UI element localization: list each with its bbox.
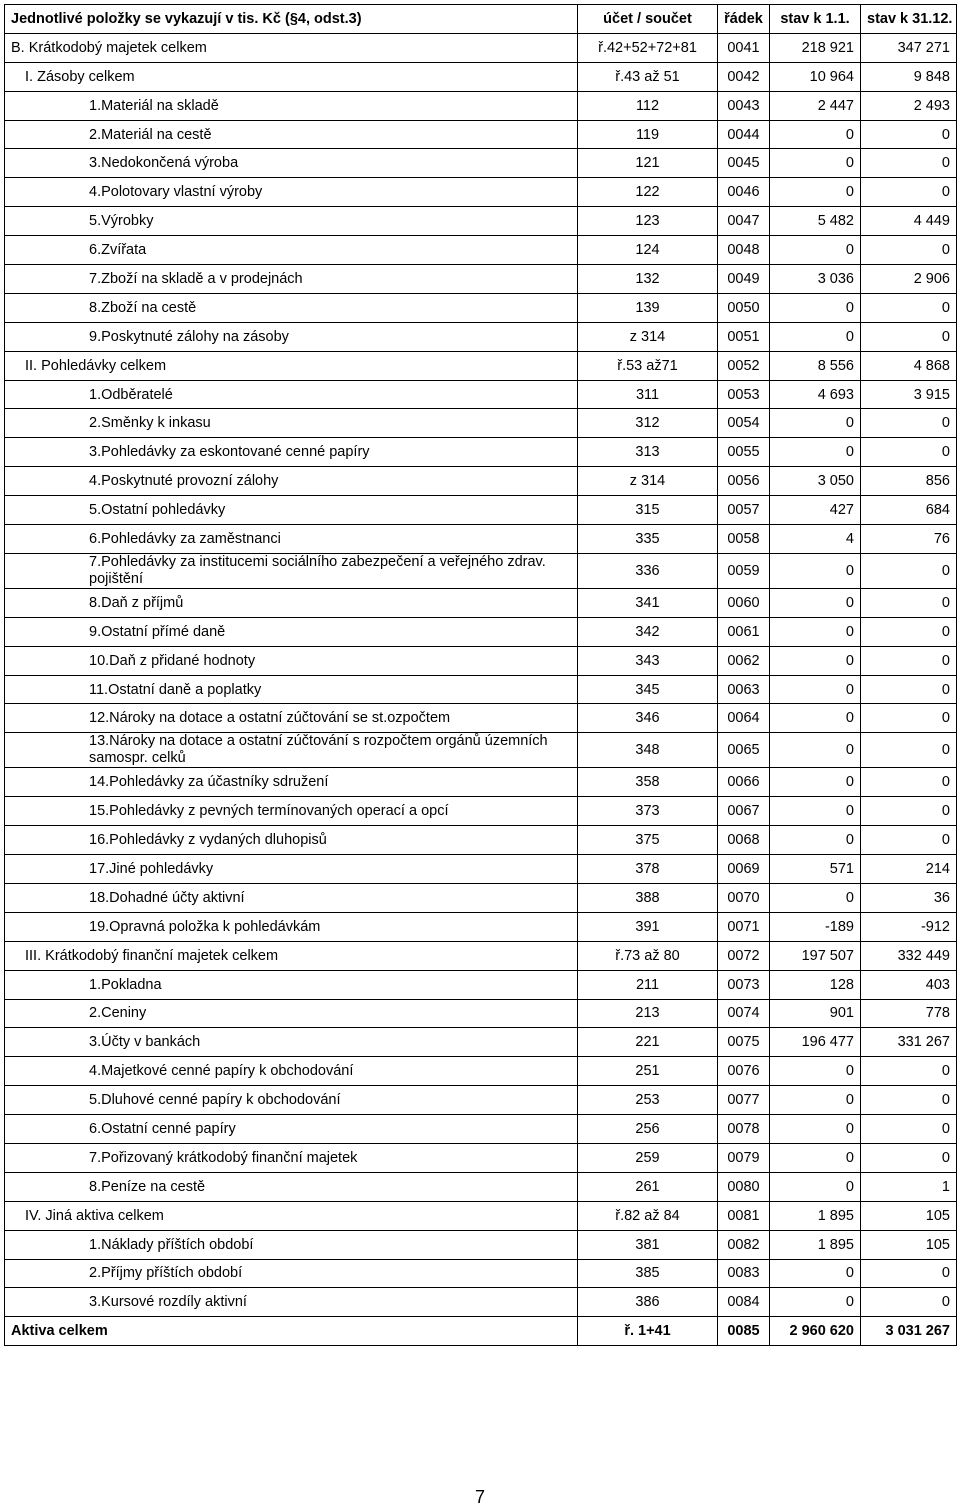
table-row [5, 1115, 957, 1144]
row-label: 6.Ostatní cenné papíry [5, 1115, 578, 1144]
row-account: 132 [578, 265, 718, 294]
row-account: 388 [578, 883, 718, 912]
row-account: 123 [578, 207, 718, 236]
row-number: 0053 [718, 380, 770, 409]
row-value-end: 9 848 [861, 62, 957, 91]
row-value-end: 332 449 [861, 941, 957, 970]
table-row [5, 293, 957, 322]
row-account: 342 [578, 617, 718, 646]
row-value-start: 0 [770, 883, 861, 912]
row-label: 2.Materiál na cestě [5, 120, 578, 149]
table-row [5, 1028, 957, 1057]
row-label: 17.Jiné pohledávky [5, 855, 578, 884]
row-value-start: 128 [770, 970, 861, 999]
row-value-start: 0 [770, 236, 861, 265]
row-value-start: 0 [770, 438, 861, 467]
row-account: 345 [578, 675, 718, 704]
row-value-end: 0 [861, 1143, 957, 1172]
row-number: 0083 [718, 1259, 770, 1288]
row-account: 124 [578, 236, 718, 265]
row-label: 3.Účty v bankách [5, 1028, 578, 1057]
table-row [5, 236, 957, 265]
row-value-end: 0 [861, 1259, 957, 1288]
row-number: 0064 [718, 704, 770, 733]
row-number: 0068 [718, 826, 770, 855]
row-value-end: 0 [861, 120, 957, 149]
table-row [5, 62, 957, 91]
row-label: III. Krátkodobý finanční majetek celkem [5, 941, 578, 970]
row-number: 0063 [718, 675, 770, 704]
header-account: účet / součet [578, 5, 718, 34]
row-account: 386 [578, 1288, 718, 1317]
row-label: 6.Zvířata [5, 236, 578, 265]
row-value-start: 0 [770, 797, 861, 826]
row-account: ř.43 až 51 [578, 62, 718, 91]
row-label: 6.Pohledávky za zaměstnanci [5, 525, 578, 554]
table-row [5, 883, 957, 912]
row-label: II. Pohledávky celkem [5, 351, 578, 380]
row-number: 0052 [718, 351, 770, 380]
row-number: 0056 [718, 467, 770, 496]
row-number: 0061 [718, 617, 770, 646]
row-label: 5.Dluhové cenné papíry k obchodování [5, 1086, 578, 1115]
row-value-start: 4 [770, 525, 861, 554]
row-number: 0085 [718, 1317, 770, 1346]
row-value-end: 0 [861, 1288, 957, 1317]
row-value-end: 0 [861, 768, 957, 797]
row-value-start: 3 036 [770, 265, 861, 294]
row-number: 0041 [718, 33, 770, 62]
row-value-end: -912 [861, 912, 957, 941]
row-account: 256 [578, 1115, 718, 1144]
row-value-end: 105 [861, 1201, 957, 1230]
row-value-start: 0 [770, 120, 861, 149]
table-row [5, 768, 957, 797]
row-value-end: 36 [861, 883, 957, 912]
row-account: 335 [578, 525, 718, 554]
row-number: 0071 [718, 912, 770, 941]
row-label: 19.Opravná položka k pohledávkám [5, 912, 578, 941]
row-value-start: 1 895 [770, 1230, 861, 1259]
row-number: 0079 [718, 1143, 770, 1172]
row-account: z 314 [578, 467, 718, 496]
row-label: 14.Pohledávky za účastníky sdružení [5, 768, 578, 797]
row-label: 3.Nedokončená výroba [5, 149, 578, 178]
row-number: 0044 [718, 120, 770, 149]
row-label: 3.Kursové rozdíly aktivní [5, 1288, 578, 1317]
row-value-end: 105 [861, 1230, 957, 1259]
row-account: 221 [578, 1028, 718, 1057]
row-account: ř. 1+41 [578, 1317, 718, 1346]
table-row [5, 826, 957, 855]
row-value-end: 2 493 [861, 91, 957, 120]
table-row [5, 467, 957, 496]
row-account: 315 [578, 496, 718, 525]
row-label: Aktiva celkem [5, 1317, 578, 1346]
row-value-end: 403 [861, 970, 957, 999]
row-value-start: 0 [770, 588, 861, 617]
row-value-start: 196 477 [770, 1028, 861, 1057]
row-label: 2.Ceniny [5, 999, 578, 1028]
row-value-end: 0 [861, 322, 957, 351]
row-label: I. Zásoby celkem [5, 62, 578, 91]
table-row [5, 1288, 957, 1317]
row-value-start: 427 [770, 496, 861, 525]
row-value-end: 0 [861, 1115, 957, 1144]
row-label: IV. Jiná aktiva celkem [5, 1201, 578, 1230]
table-row [5, 733, 957, 768]
row-value-start: 0 [770, 617, 861, 646]
row-number: 0084 [718, 1288, 770, 1317]
row-value-start: -189 [770, 912, 861, 941]
row-value-start: 0 [770, 768, 861, 797]
row-number: 0046 [718, 178, 770, 207]
row-value-start: 0 [770, 704, 861, 733]
row-number: 0047 [718, 207, 770, 236]
row-label: 12.Nároky na dotace a ostatní zúčtování se st.ozpočtem [5, 704, 578, 733]
row-value-end: 0 [861, 409, 957, 438]
row-value-end: 856 [861, 467, 957, 496]
row-value-start: 0 [770, 1172, 861, 1201]
table-row [5, 970, 957, 999]
table-row [5, 1057, 957, 1086]
row-label: 5.Ostatní pohledávky [5, 496, 578, 525]
row-label: 1.Materiál na skladě [5, 91, 578, 120]
row-number: 0065 [718, 733, 770, 768]
table-row [5, 553, 957, 588]
table-row [5, 91, 957, 120]
row-label: 18.Dohadné účty aktivní [5, 883, 578, 912]
row-label: 15.Pohledávky z pevných termínovaných operací a opcí [5, 797, 578, 826]
row-value-end: 0 [861, 236, 957, 265]
row-value-end: 76 [861, 525, 957, 554]
row-number: 0066 [718, 768, 770, 797]
row-account: 348 [578, 733, 718, 768]
row-account: 139 [578, 293, 718, 322]
row-label: 1.Odběratelé [5, 380, 578, 409]
balance-sheet-table [4, 4, 957, 1346]
row-account: 122 [578, 178, 718, 207]
row-value-start: 8 556 [770, 351, 861, 380]
row-value-end: 0 [861, 553, 957, 588]
table-row [5, 588, 957, 617]
row-label: 3.Pohledávky za eskontované cenné papíry [5, 438, 578, 467]
table-row [5, 704, 957, 733]
table-row [5, 617, 957, 646]
row-label: 4.Majetkové cenné papíry k obchodování [5, 1057, 578, 1086]
row-value-end: 778 [861, 999, 957, 1028]
row-account: 346 [578, 704, 718, 733]
row-value-end: 0 [861, 733, 957, 768]
row-account: ř.42+52+72+81 [578, 33, 718, 62]
table-row [5, 1230, 957, 1259]
row-number: 0072 [718, 941, 770, 970]
row-value-end: 0 [861, 704, 957, 733]
row-value-end: 331 267 [861, 1028, 957, 1057]
row-account: 313 [578, 438, 718, 467]
table-row [5, 1086, 957, 1115]
row-value-start: 0 [770, 178, 861, 207]
table-row [5, 120, 957, 149]
row-number: 0054 [718, 409, 770, 438]
row-value-start: 0 [770, 553, 861, 588]
row-value-start: 0 [770, 1143, 861, 1172]
row-account: 336 [578, 553, 718, 588]
row-account: 358 [578, 768, 718, 797]
row-account: 112 [578, 91, 718, 120]
table-row [5, 409, 957, 438]
row-label: 2.Směnky k inkasu [5, 409, 578, 438]
row-account: 312 [578, 409, 718, 438]
table-row [5, 1143, 957, 1172]
row-number: 0082 [718, 1230, 770, 1259]
header-start: stav k 1.1. [770, 5, 861, 34]
row-value-start: 2 447 [770, 91, 861, 120]
page-number: 7 [474, 1487, 485, 1507]
row-value-start: 571 [770, 855, 861, 884]
row-account: 375 [578, 826, 718, 855]
row-number: 0062 [718, 646, 770, 675]
row-value-start: 0 [770, 149, 861, 178]
row-value-start: 218 921 [770, 33, 861, 62]
row-account: 341 [578, 588, 718, 617]
row-number: 0070 [718, 883, 770, 912]
row-value-end: 0 [861, 1057, 957, 1086]
header-row: řádek [718, 5, 770, 34]
table-row [5, 646, 957, 675]
table-header-row [5, 5, 957, 34]
row-number: 0080 [718, 1172, 770, 1201]
row-account: ř.73 až 80 [578, 941, 718, 970]
row-value-start: 2 960 620 [770, 1317, 861, 1346]
row-label: 7.Pohledávky za institucemi sociálního zabezpečení a veřejného zdrav. pojištění [5, 553, 578, 588]
table-row [5, 941, 957, 970]
row-value-end: 3 915 [861, 380, 957, 409]
row-number: 0074 [718, 999, 770, 1028]
row-value-start: 0 [770, 409, 861, 438]
table-row [5, 999, 957, 1028]
row-label: 10.Daň z přidané hodnoty [5, 646, 578, 675]
row-label: 7.Pořizovaný krátkodobý finanční majetek [5, 1143, 578, 1172]
row-number: 0069 [718, 855, 770, 884]
table-row [5, 797, 957, 826]
table-row [5, 1259, 957, 1288]
row-value-start: 0 [770, 293, 861, 322]
row-number: 0058 [718, 525, 770, 554]
table-row [5, 1201, 957, 1230]
row-number: 0078 [718, 1115, 770, 1144]
row-account: 343 [578, 646, 718, 675]
table-row [5, 322, 957, 351]
row-label: 2.Příjmy příštích období [5, 1259, 578, 1288]
row-value-end: 684 [861, 496, 957, 525]
row-number: 0042 [718, 62, 770, 91]
row-label: 8.Peníze na cestě [5, 1172, 578, 1201]
row-account: 253 [578, 1086, 718, 1115]
row-value-end: 0 [861, 675, 957, 704]
row-value-start: 3 050 [770, 467, 861, 496]
table-row [5, 265, 957, 294]
row-number: 0075 [718, 1028, 770, 1057]
row-value-start: 0 [770, 1057, 861, 1086]
row-value-end: 0 [861, 617, 957, 646]
row-label: B. Krátkodobý majetek celkem [5, 33, 578, 62]
row-account: 259 [578, 1143, 718, 1172]
row-value-end: 0 [861, 178, 957, 207]
row-account: 391 [578, 912, 718, 941]
row-label: 1.Pokladna [5, 970, 578, 999]
row-number: 0081 [718, 1201, 770, 1230]
row-value-end: 2 906 [861, 265, 957, 294]
row-account: ř.82 až 84 [578, 1201, 718, 1230]
table-row [5, 1317, 957, 1346]
row-number: 0050 [718, 293, 770, 322]
row-value-start: 0 [770, 1086, 861, 1115]
row-label: 1.Náklady příštích období [5, 1230, 578, 1259]
row-account: 211 [578, 970, 718, 999]
row-number: 0043 [718, 91, 770, 120]
table-row [5, 525, 957, 554]
row-account: 251 [578, 1057, 718, 1086]
row-label: 9.Poskytnuté zálohy na zásoby [5, 322, 578, 351]
row-account: ř.53 až71 [578, 351, 718, 380]
row-label: 7.Zboží na skladě a v prodejnách [5, 265, 578, 294]
row-value-end: 3 031 267 [861, 1317, 957, 1346]
row-value-start: 0 [770, 733, 861, 768]
table-row [5, 33, 957, 62]
row-value-end: 0 [861, 826, 957, 855]
row-value-end: 4 868 [861, 351, 957, 380]
row-number: 0045 [718, 149, 770, 178]
row-value-start: 0 [770, 1288, 861, 1317]
row-account: 311 [578, 380, 718, 409]
table-row [5, 855, 957, 884]
row-value-start: 10 964 [770, 62, 861, 91]
table-row [5, 207, 957, 236]
row-account: 213 [578, 999, 718, 1028]
table-row [5, 380, 957, 409]
row-label: 4.Polotovary vlastní výroby [5, 178, 578, 207]
table-row [5, 496, 957, 525]
row-account: 378 [578, 855, 718, 884]
row-label: 13.Nároky na dotace a ostatní zúčtování s rozpočtem orgánů územních samospr. celků [5, 733, 578, 768]
row-value-end: 4 449 [861, 207, 957, 236]
row-value-start: 0 [770, 1115, 861, 1144]
row-number: 0051 [718, 322, 770, 351]
row-account: 385 [578, 1259, 718, 1288]
row-number: 0067 [718, 797, 770, 826]
row-value-end: 1 [861, 1172, 957, 1201]
row-value-start: 0 [770, 322, 861, 351]
row-label: 4.Poskytnuté provozní zálohy [5, 467, 578, 496]
row-value-end: 214 [861, 855, 957, 884]
row-value-start: 197 507 [770, 941, 861, 970]
row-number: 0073 [718, 970, 770, 999]
row-value-end: 0 [861, 149, 957, 178]
row-number: 0059 [718, 553, 770, 588]
row-number: 0076 [718, 1057, 770, 1086]
row-value-start: 5 482 [770, 207, 861, 236]
row-label: 11.Ostatní daně a poplatky [5, 675, 578, 704]
row-value-start: 0 [770, 675, 861, 704]
table-row [5, 149, 957, 178]
table-row [5, 438, 957, 467]
header-end: stav k 31.12. [861, 5, 957, 34]
row-account: z 314 [578, 322, 718, 351]
row-account: 373 [578, 797, 718, 826]
row-number: 0048 [718, 236, 770, 265]
row-value-end: 0 [861, 797, 957, 826]
row-number: 0049 [718, 265, 770, 294]
row-value-end: 0 [861, 293, 957, 322]
row-value-end: 0 [861, 1086, 957, 1115]
row-number: 0055 [718, 438, 770, 467]
row-label: 16.Pohledávky z vydaných dluhopisů [5, 826, 578, 855]
row-value-start: 4 693 [770, 380, 861, 409]
header-label: Jednotlivé položky se vykazují v tis. Kč (§4, odst.3) [5, 5, 578, 34]
row-label: 8.Daň z příjmů [5, 588, 578, 617]
row-value-end: 347 271 [861, 33, 957, 62]
table-row [5, 1172, 957, 1201]
row-account: 121 [578, 149, 718, 178]
row-account: 119 [578, 120, 718, 149]
row-number: 0060 [718, 588, 770, 617]
row-value-start: 901 [770, 999, 861, 1028]
row-label: 8.Zboží na cestě [5, 293, 578, 322]
table-row [5, 351, 957, 380]
table-row [5, 912, 957, 941]
row-number: 0057 [718, 496, 770, 525]
row-value-start: 0 [770, 646, 861, 675]
row-value-end: 0 [861, 646, 957, 675]
row-label: 9.Ostatní přímé daně [5, 617, 578, 646]
row-value-start: 0 [770, 826, 861, 855]
table-row [5, 675, 957, 704]
row-account: 261 [578, 1172, 718, 1201]
table-row [5, 178, 957, 207]
row-number: 0077 [718, 1086, 770, 1115]
row-account: 381 [578, 1230, 718, 1259]
row-value-start: 0 [770, 1259, 861, 1288]
row-label: 5.Výrobky [5, 207, 578, 236]
row-value-start: 1 895 [770, 1201, 861, 1230]
row-value-end: 0 [861, 438, 957, 467]
row-value-end: 0 [861, 588, 957, 617]
